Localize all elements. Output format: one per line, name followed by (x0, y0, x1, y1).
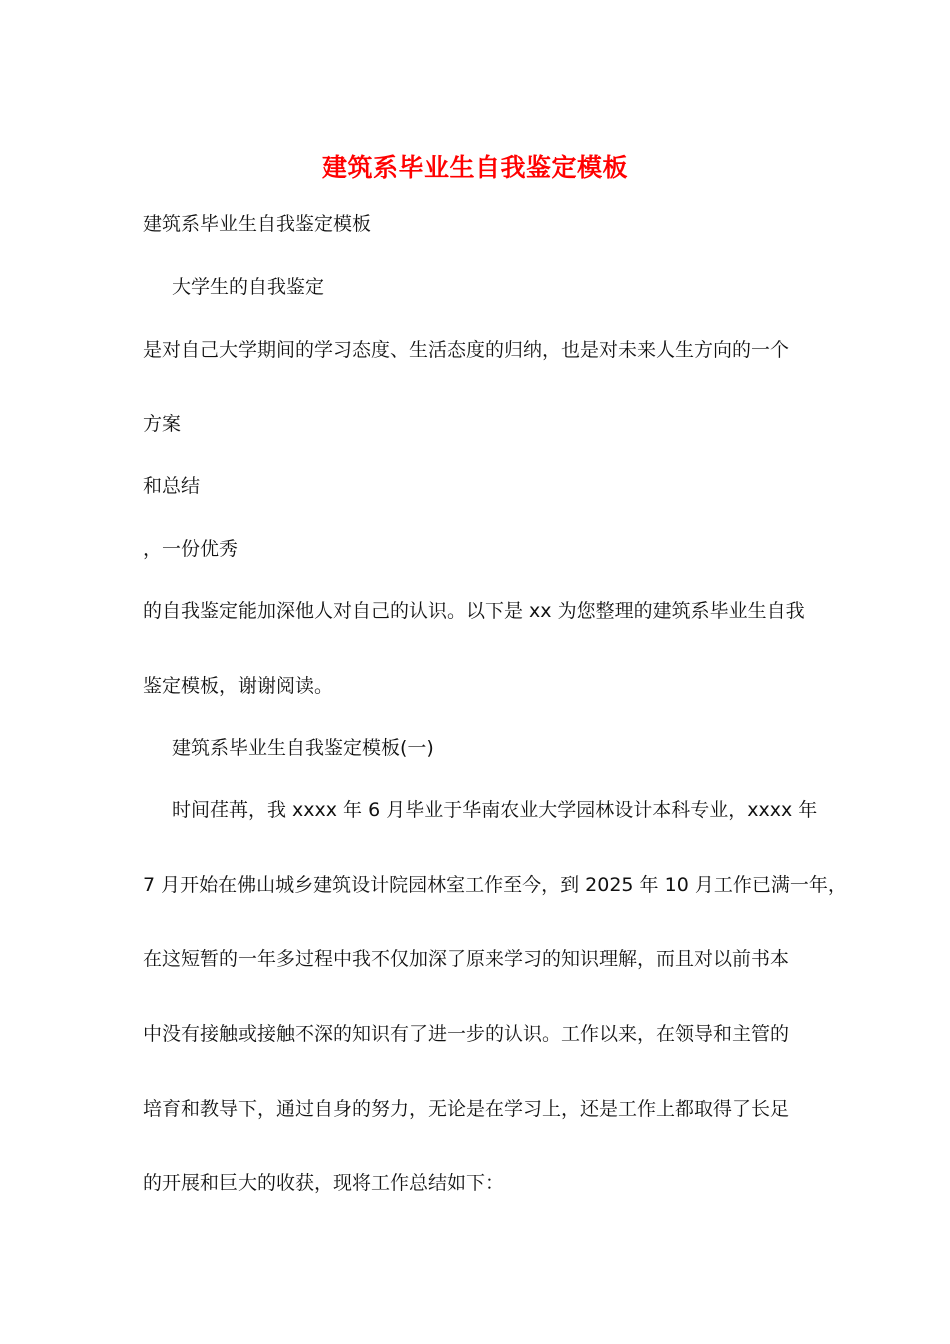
paragraph-line: 是对自己大学期间的学习态度、生活态度的归纳，也是对未来人生方向的一个 (143, 339, 790, 361)
paragraph-line: 和总结 (143, 475, 201, 497)
paragraph-line: 在这短暂的一年多过程中我不仅加深了原来学习的知识理解，而且对以前书本 (143, 948, 790, 970)
paragraph-line: 7 月开始在佛山城乡建筑设计院园林室工作至今，到 2025 年 10 月工作已满一年， (143, 874, 847, 896)
subtitle-line: 建筑系毕业生自我鉴定模板 (143, 213, 372, 235)
section-heading: 建筑系毕业生自我鉴定模板(一) (172, 737, 434, 759)
paragraph-line: 大学生的自我鉴定 (172, 276, 325, 298)
paragraph-line: 中没有接触或接触不深的知识有了进一步的认识。工作以来，在领导和主管的 (143, 1023, 790, 1045)
paragraph-line: ，一份优秀 (143, 538, 239, 560)
paragraph-line: 时间荏苒，我 xxxx 年 6 月毕业于华南农业大学园林设计本科专业，xxxx 年 (172, 799, 818, 821)
paragraph-line: 培育和教导下，通过自身的努力，无论是在学习上，还是工作上都取得了长足 (143, 1098, 790, 1120)
paragraph-line: 鉴定模板，谢谢阅读。 (143, 675, 334, 697)
document-title: 建筑系毕业生自我鉴定模板 (321, 153, 628, 182)
paragraph-line: 的自我鉴定能加深他人对自己的认识。以下是 xx 为您整理的建筑系毕业生自我 (143, 600, 805, 622)
paragraph-line: 方案 (143, 413, 182, 435)
paragraph-line: 的开展和巨大的收获，现将工作总结如下： (143, 1172, 505, 1194)
